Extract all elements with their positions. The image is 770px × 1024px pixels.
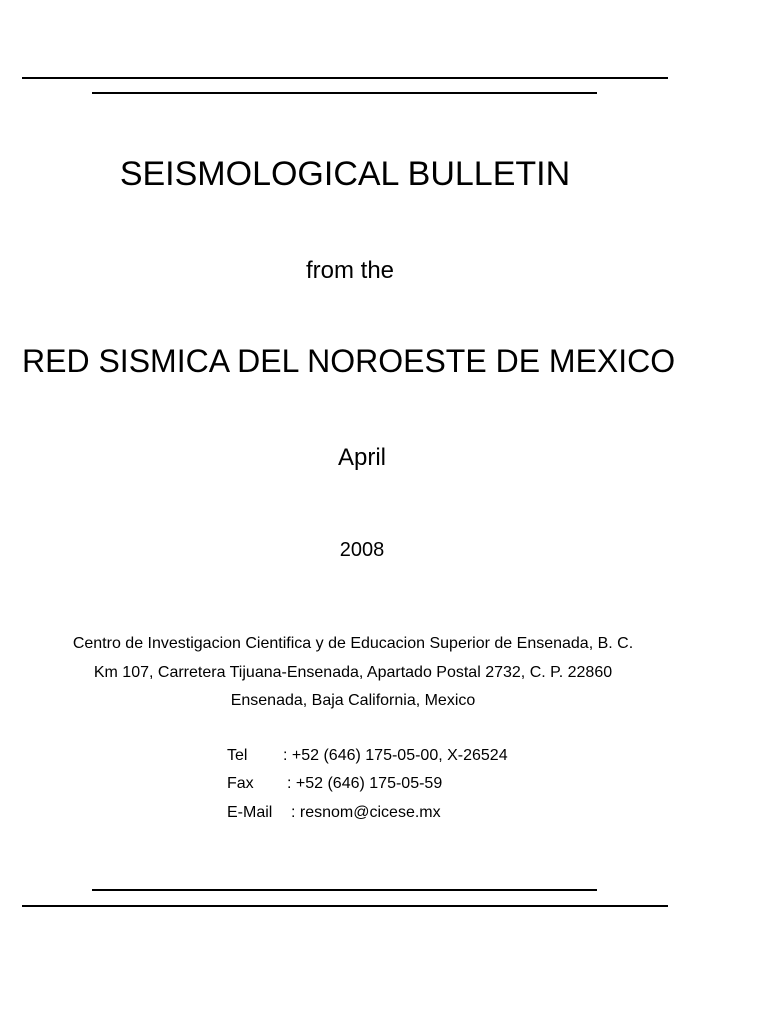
- bulletin-year: 2008: [339, 539, 385, 561]
- telephone-value: : +52 (646) 175-05-00, X-26524: [283, 747, 508, 764]
- fax-label: Fax: [227, 775, 254, 792]
- email-label: E-Mail: [227, 804, 273, 821]
- telephone-label: Tel: [227, 747, 248, 764]
- from-text: from the: [305, 257, 395, 284]
- contact-telephone: [227, 748, 508, 764]
- address-line-3: Ensenada, Baja California, Mexico: [230, 692, 476, 709]
- bottom-rule-long: [22, 905, 668, 907]
- fax-value: : +52 (646) 175-05-59: [287, 775, 443, 792]
- network-name: RED SISMICA DEL NOROESTE DE MEXICO: [22, 343, 676, 379]
- top-rule-short: [92, 92, 597, 94]
- document-title: SEISMOLOGICAL BULLETIN: [119, 155, 571, 193]
- contact-email: [227, 805, 441, 821]
- address-line-1: Centro de Investigacion Cientifica y de Educacion Superior de Ensenada, B. C.: [72, 635, 634, 652]
- bulletin-month: April: [337, 444, 386, 471]
- email-value: : resnom@cicese.mx: [291, 804, 441, 821]
- bottom-rule-short: [92, 889, 597, 891]
- contact-fax: [227, 776, 442, 792]
- top-rule-long: [22, 77, 668, 79]
- address-line-2: Km 107, Carretera Tijuana-Ensenada, Apartado Postal 2732, C. P. 22860: [93, 664, 613, 681]
